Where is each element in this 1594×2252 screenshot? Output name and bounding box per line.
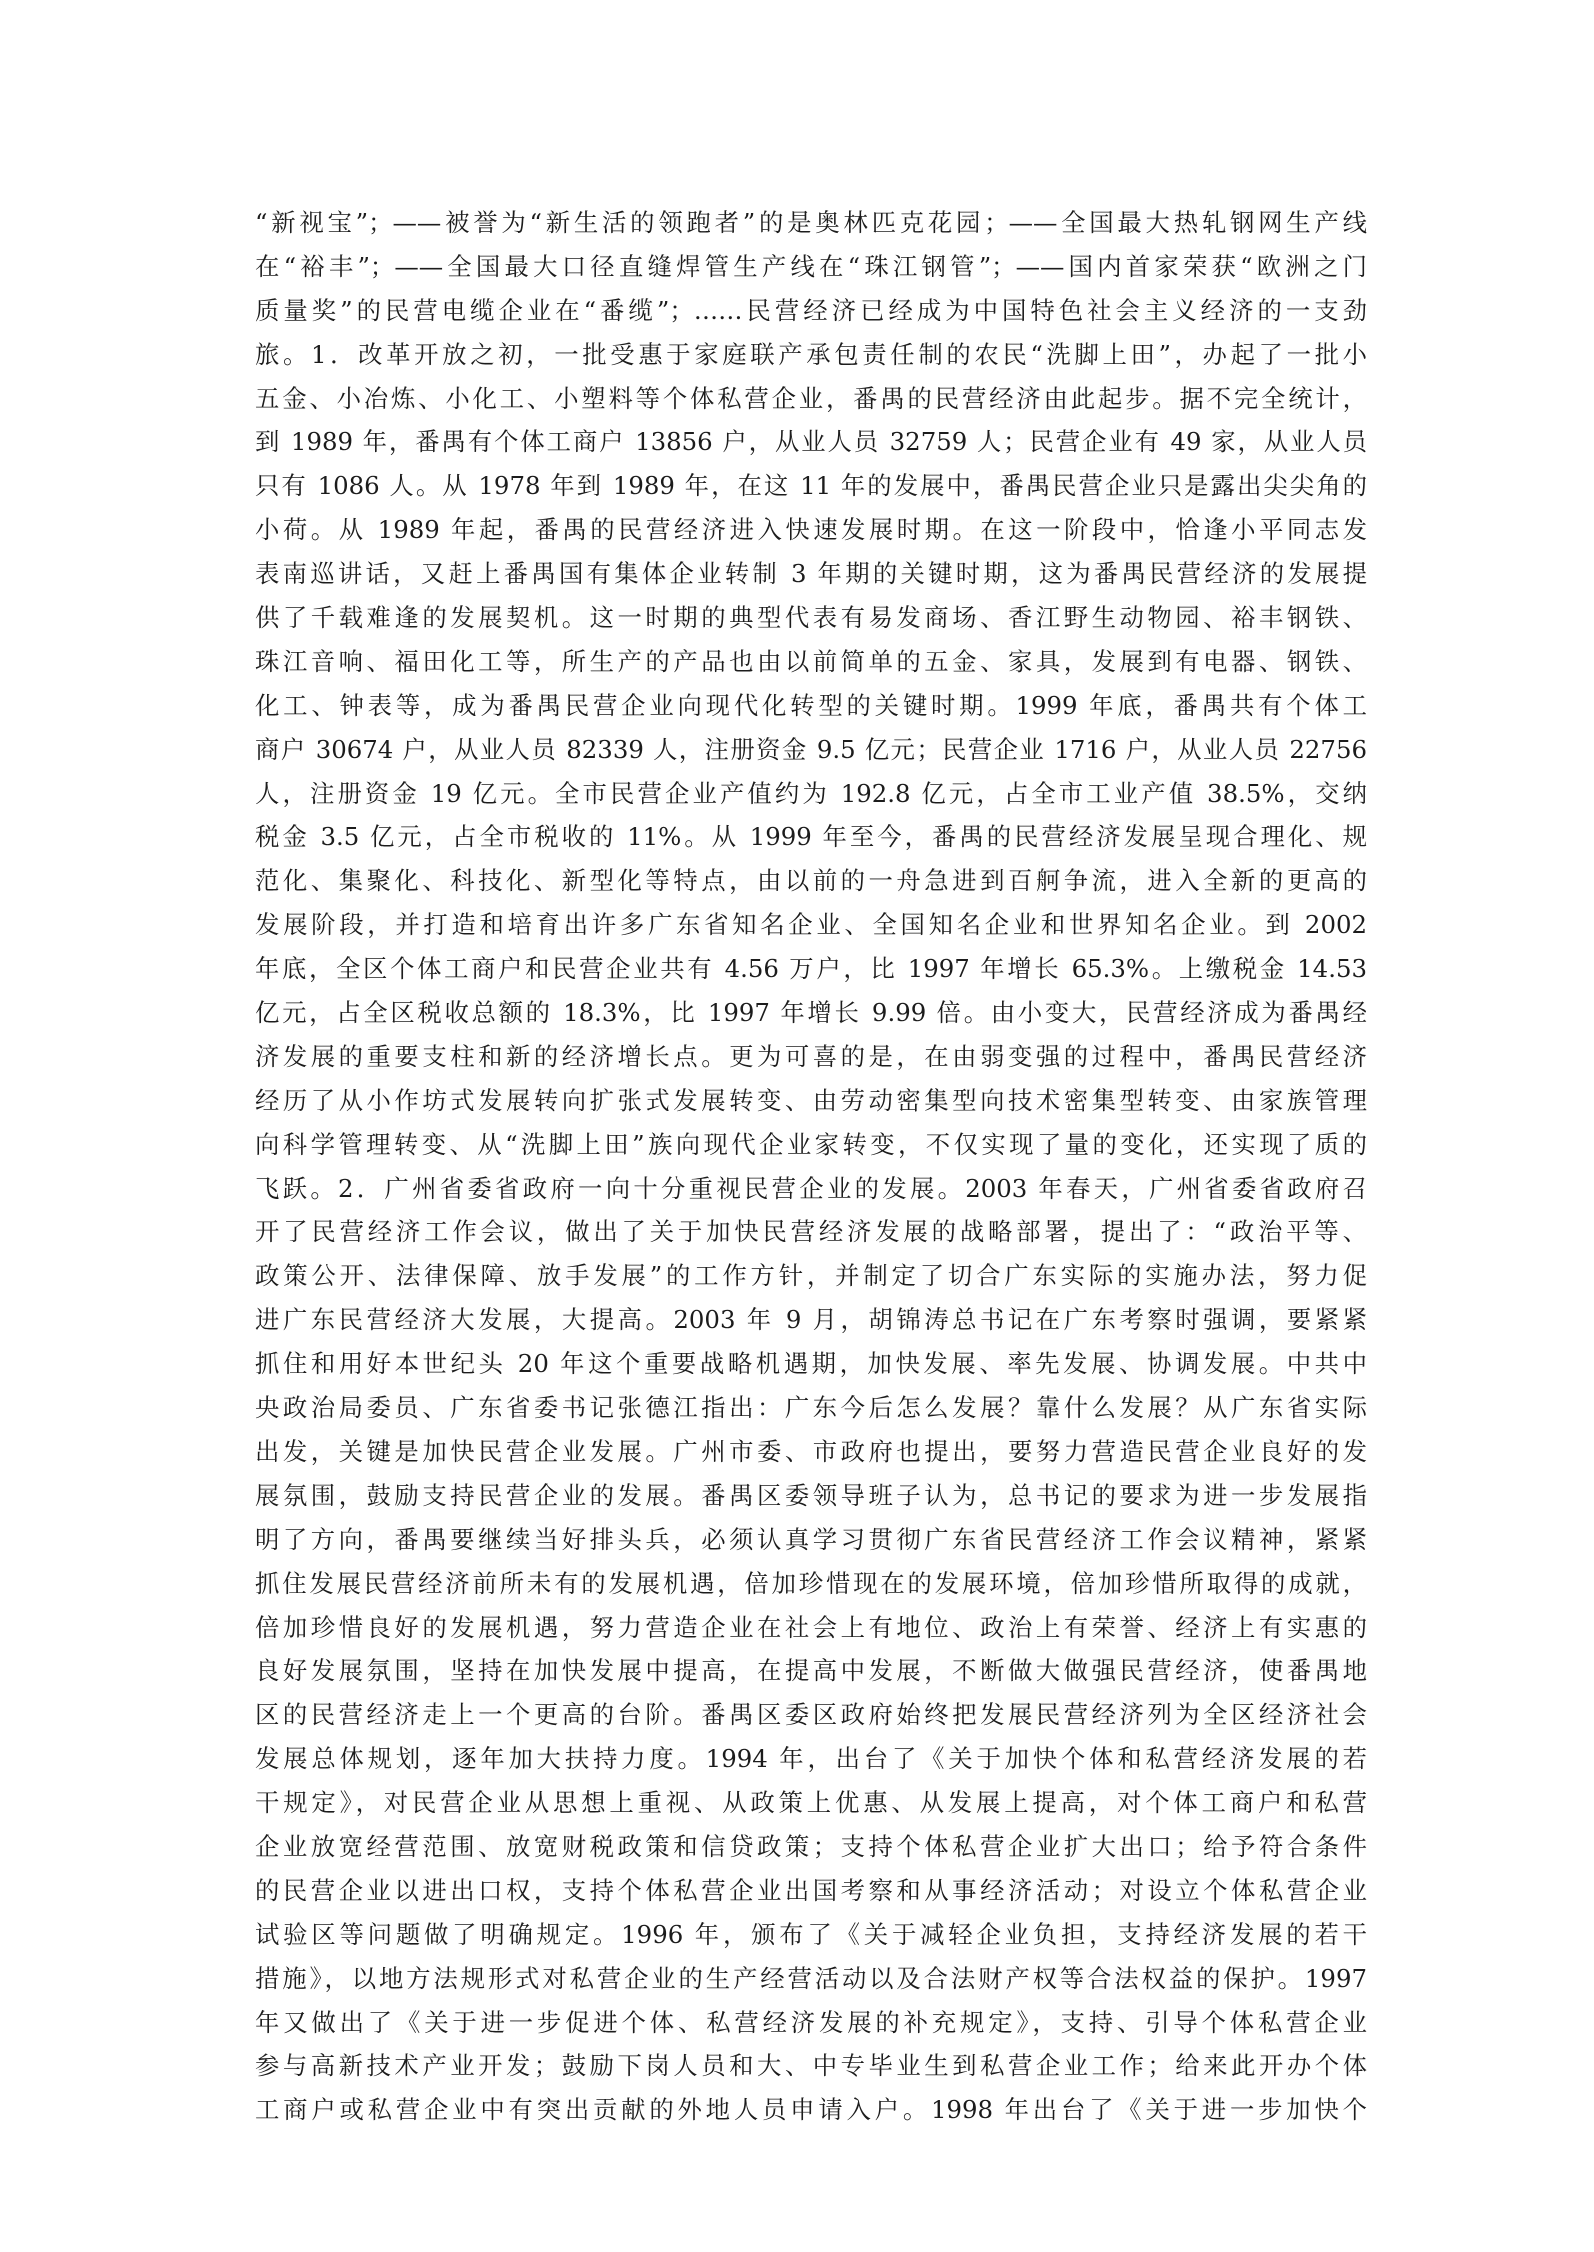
text-line: 到 1989 年，番禺有个体工商户 13856 户，从业人员 32759 人；民营企业有 49 家，从业人员 [255,427,1367,457]
text-line: 税金 3.5 亿元，占全市税收的 11%。从 1999 年至今，番禺的民营经济发展呈现合理化、规 [255,822,1367,852]
text-line: 小荷。从 1989 年起，番禺的民营经济进入快速发展时期。在这一阶段中，恰逢小平同志发 [255,515,1367,545]
text-line: 企业放宽经营范围、放宽财税政策和信贷政策；支持个体私营企业扩大出口；给予符合条件 [255,1831,1367,1861]
text-line: 供了千载难逢的发展契机。这一时期的典型代表有易发商场、香江野生动物园、裕丰钢铁、 [255,603,1367,633]
text-line: 经历了从小作坊式发展转向扩张式发展转变、由劳动密集型向技术密集型转变、由家族管理 [255,1085,1367,1115]
text-line: 亿元，占全区税收总额的 18.3%，比 1997 年增长 9.99 倍。由小变大，民营经济成为番禺经 [255,998,1367,1028]
body-text [255,201,1367,2132]
text-line: 商户 30674 户，从业人员 82339 人，注册资金 9.5 亿元；民营企业 1716 户，从业人员 22756 [255,734,1367,764]
text-line: 央政治局委员、广东省委书记张德江指出：广东今后怎么发展？靠什么发展？从广东省实际 [255,1393,1367,1423]
text-line: 在“裕丰”；——全国最大口径直缝焊管生产线在“珠江钢管”；——国内首家荣获“欧洲之门 [255,251,1367,281]
text-line: 试验区等问题做了明确规定。1996 年，颁布了《关于减轻企业负担，支持经济发展的若干 [255,1919,1367,1949]
text-line: 年底，全区个体工商户和民营企业共有 4.56 万户，比 1997 年增长 65.3%。上缴税金 14.53 [255,954,1367,984]
text-line: 良好发展氛围，坚持在加快发展中提高，在提高中发展，不断做大做强民营经济，使番禺地 [255,1656,1367,1686]
text-line: 五金、小冶炼、小化工、小塑料等个体私营企业，番禺的民营经济由此起步。据不完全统计， [255,383,1367,413]
text-line: 范化、集聚化、科技化、新型化等特点，由以前的一舟急进到百舸争流，进入全新的更高的 [255,866,1367,896]
text-line: 干规定》，对民营企业从思想上重视、从政策上优惠、从发展上提高，对个体工商户和私营 [255,1788,1367,1818]
text-line: 济发展的重要支柱和新的经济增长点。更为可喜的是，在由弱变强的过程中，番禺民营经济 [255,1041,1367,1071]
text-line: “新视宝”；——被誉为“新生活的领跑者”的是奥林匹克花园；——全国最大热轧钢网生产线 [255,208,1367,237]
text-line: 出发，关键是加快民营企业发展。广州市委、市政府也提出，要努力营造民营企业良好的发 [255,1436,1367,1466]
text-line: 年又做出了《关于进一步促进个体、私营经济发展的补充规定》，支持、引导个体私营企业 [255,2007,1367,2037]
text-line: 明了方向，番禺要继续当好排头兵，必须认真学习贯彻广东省民营经济工作会议精神，紧紧 [255,1524,1367,1554]
text-line: 展氛围，鼓励支持民营企业的发展。番禺区委领导班子认为，总书记的要求为进一步发展指 [255,1480,1367,1510]
text-line: 向科学管理转变、从“洗脚上田”族向现代企业家转变，不仅实现了量的变化，还实现了质的 [255,1129,1367,1159]
text-line: 飞跃。2．广州省委省政府一向十分重视民营企业的发展。2003 年春天，广州省委省政府召 [255,1173,1367,1203]
text-line: 抓住发展民营经济前所未有的发展机遇，倍加珍惜现在的发展环境，倍加珍惜所取得的成就， [255,1568,1367,1598]
text-line: 开了民营经济工作会议，做出了关于加快民营经济发展的战略部署，提出了：“政治平等、 [255,1217,1367,1247]
text-line: 倍加珍惜良好的发展机遇，努力营造企业在社会上有地位、政治上有荣誉、经济上有实惠的 [255,1612,1367,1642]
text-line: 措施》，以地方法规形式对私营企业的生产经营活动以及合法财产权等合法权益的保护。1997 [255,1963,1367,1993]
text-line: 质量奖”的民营电缆企业在“番缆”；……民营经济已经成为中国特色社会主义经济的一支劲 [255,295,1367,325]
text-line: 抓住和用好本世纪头 20 年这个重要战略机遇期，加快发展、率先发展、协调发展。中共中 [255,1349,1367,1379]
text-line: 旅。1．改革开放之初，一批受惠于家庭联产承包责任制的农民“洗脚上田”，办起了一批小 [255,339,1367,369]
text-line: 政策公开、法律保障、放手发展”的工作方针，并制定了切合广东实际的实施办法，努力促 [255,1261,1367,1291]
text-line: 参与高新技术产业开发；鼓励下岗人员和大、中专毕业生到私营企业工作；给来此开办个体 [255,2051,1367,2081]
text-line: 进广东民营经济大发展，大提高。2003 年 9 月，胡锦涛总书记在广东考察时强调，要紧紧 [255,1305,1367,1335]
text-line: 区的民营经济走上一个更高的台阶。番禺区委区政府始终把发展民营经济列为全区经济社会 [255,1700,1367,1730]
text-line: 工商户或私营企业中有突出贡献的外地人员申请入户。1998 年出台了《关于进一步加快个 [255,2095,1367,2125]
text-line: 只有 1086 人。从 1978 年到 1989 年，在这 11 年的发展中，番禺民营企业只是露出尖尖角的 [255,471,1367,501]
text-line: 发展总体规划，逐年加大扶持力度。1994 年，出台了《关于加快个体和私营经济发展的若 [255,1744,1367,1774]
text-line: 珠江音响、福田化工等，所生产的产品也由以前简单的五金、家具，发展到有电器、钢铁、 [255,646,1367,676]
text-line: 表南巡讲话，又赶上番禺国有集体企业转制 3 年期的关键时期，这为番禺民营经济的发展提 [255,559,1367,589]
text-line: 发展阶段，并打造和培育出许多广东省知名企业、全国知名企业和世界知名企业。到 2002 [255,910,1367,940]
text-line: 的民营企业以进出口权，支持个体私营企业出国考察和从事经济活动；对设立个体私营企业 [255,1875,1367,1905]
text-line: 化工、钟表等，成为番禺民营企业向现代化转型的关键时期。1999 年底，番禺共有个体工 [255,690,1367,720]
text-line: 人，注册资金 19 亿元。全市民营企业产值约为 192.8 亿元，占全市工业产值 38.5%，交纳 [255,778,1367,808]
